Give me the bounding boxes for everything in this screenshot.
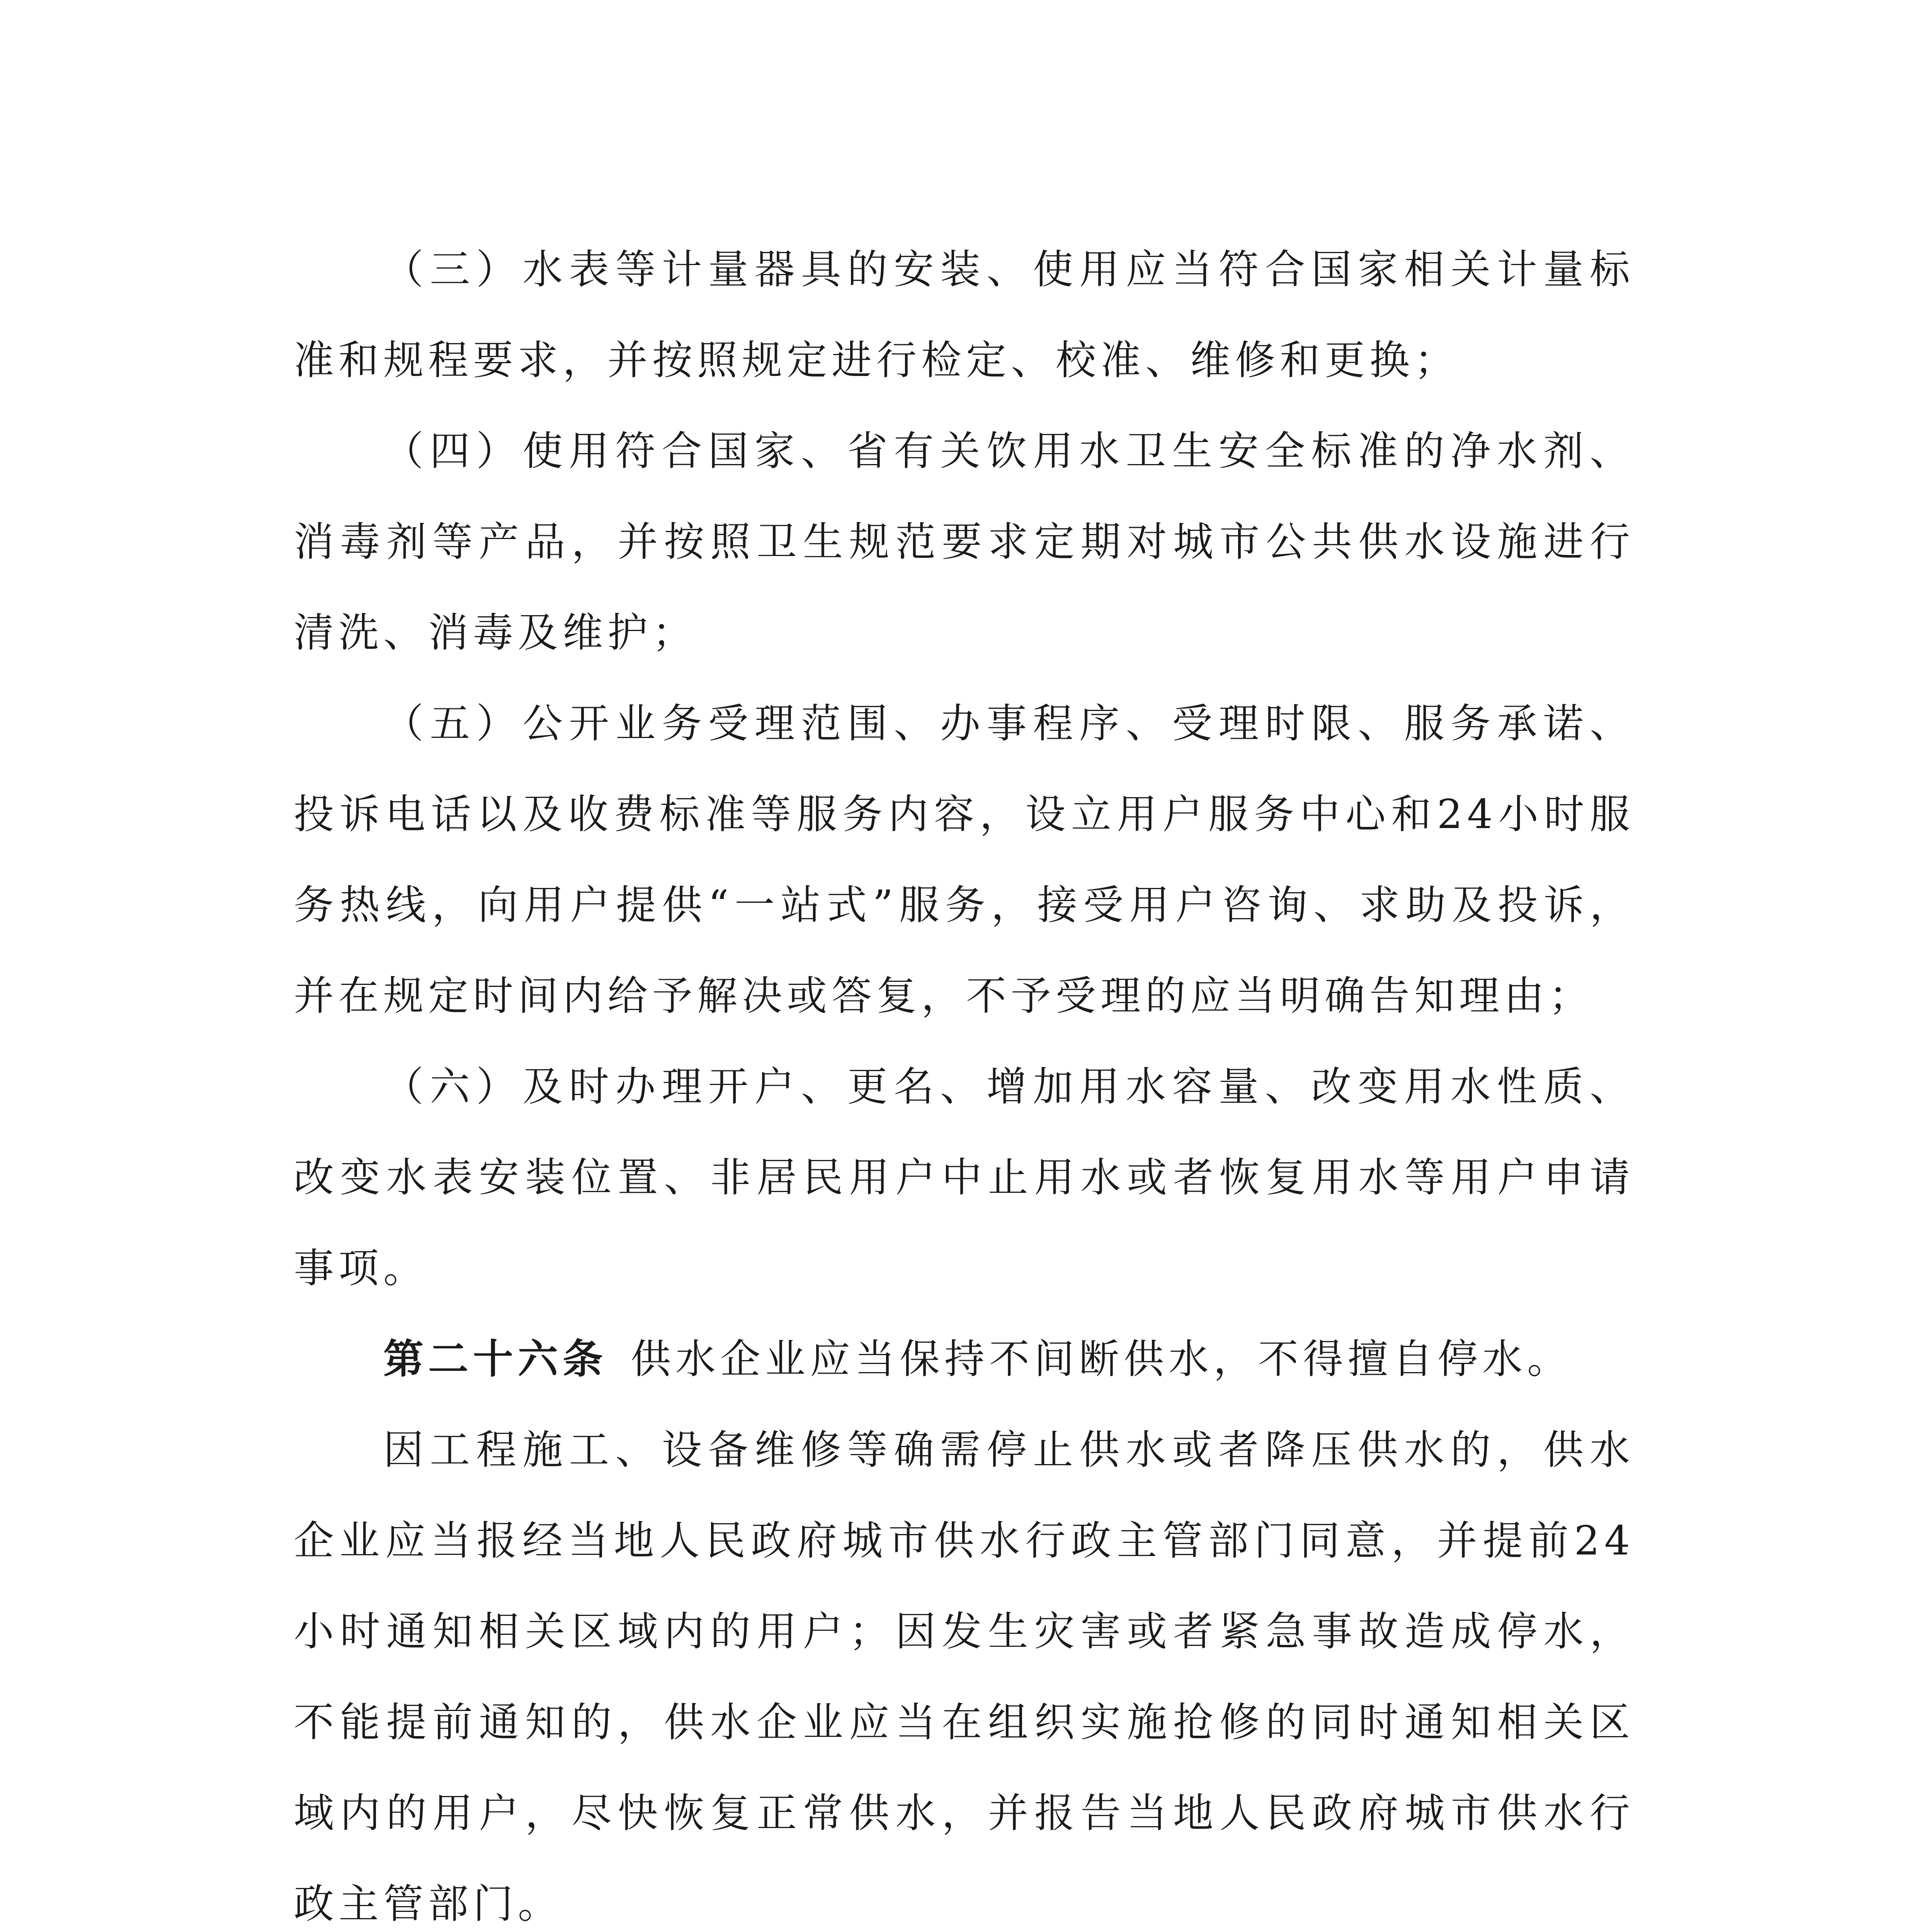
article-26-detail-paragraph: [294, 1405, 1635, 1932]
paragraph-text: 因工程施工、设备维修等确需停止供水或者降压供水的，供水企业应当报经当地人民政府城市供水行政主管部门同意，并提前24小时通知相关区域内的用户；因发生灾害或者紧急事故造成停水，不能提前通知的，供水企业应当在组织实施抢修的同时通知相关区域内的用户，尽快恢复正常供水，并报告当地人民政府城市供水行政主管部门。: [294, 1426, 1635, 1927]
article-26-paragraph: [294, 1314, 1635, 1405]
article-heading: 第二十六条: [383, 1335, 608, 1383]
paragraph-text: （三）水表等计量器具的安装、使用应当符合国家相关计量标准和规程要求，并按照规定进行检定、校准、维修和更换；: [294, 246, 1635, 384]
clause-paragraph-5: [294, 678, 1635, 1041]
paragraph-text: （六）及时办理开户、更名、增加用水容量、改变用水性质、改变水表安装位置、非居民用户中止用水或者恢复用水等用户申请事项。: [294, 1063, 1635, 1292]
paragraph-text: 供水企业应当保持不间断供水，不得擅自停水。: [631, 1335, 1572, 1383]
clause-paragraph-4: [294, 406, 1635, 678]
clause-paragraph-6: [294, 1041, 1635, 1314]
document-body: [294, 224, 1635, 1932]
clause-paragraph-3: [294, 224, 1635, 406]
paragraph-text: （五）公开业务受理范围、办事程序、受理时限、服务承诺、投诉电话以及收费标准等服务内容，设立用户服务中心和24小时服务热线，向用户提供“一站式”服务，接受用户咨询、求助及投诉，并在规定时间内给予解决或答复，不予受理的应当明确告知理由；: [294, 700, 1635, 1019]
paragraph-text: （四）使用符合国家、省有关饮用水卫生安全标准的净水剂、消毒剂等产品，并按照卫生规范要求定期对城市公共供水设施进行清洗、消毒及维护；: [294, 427, 1635, 656]
